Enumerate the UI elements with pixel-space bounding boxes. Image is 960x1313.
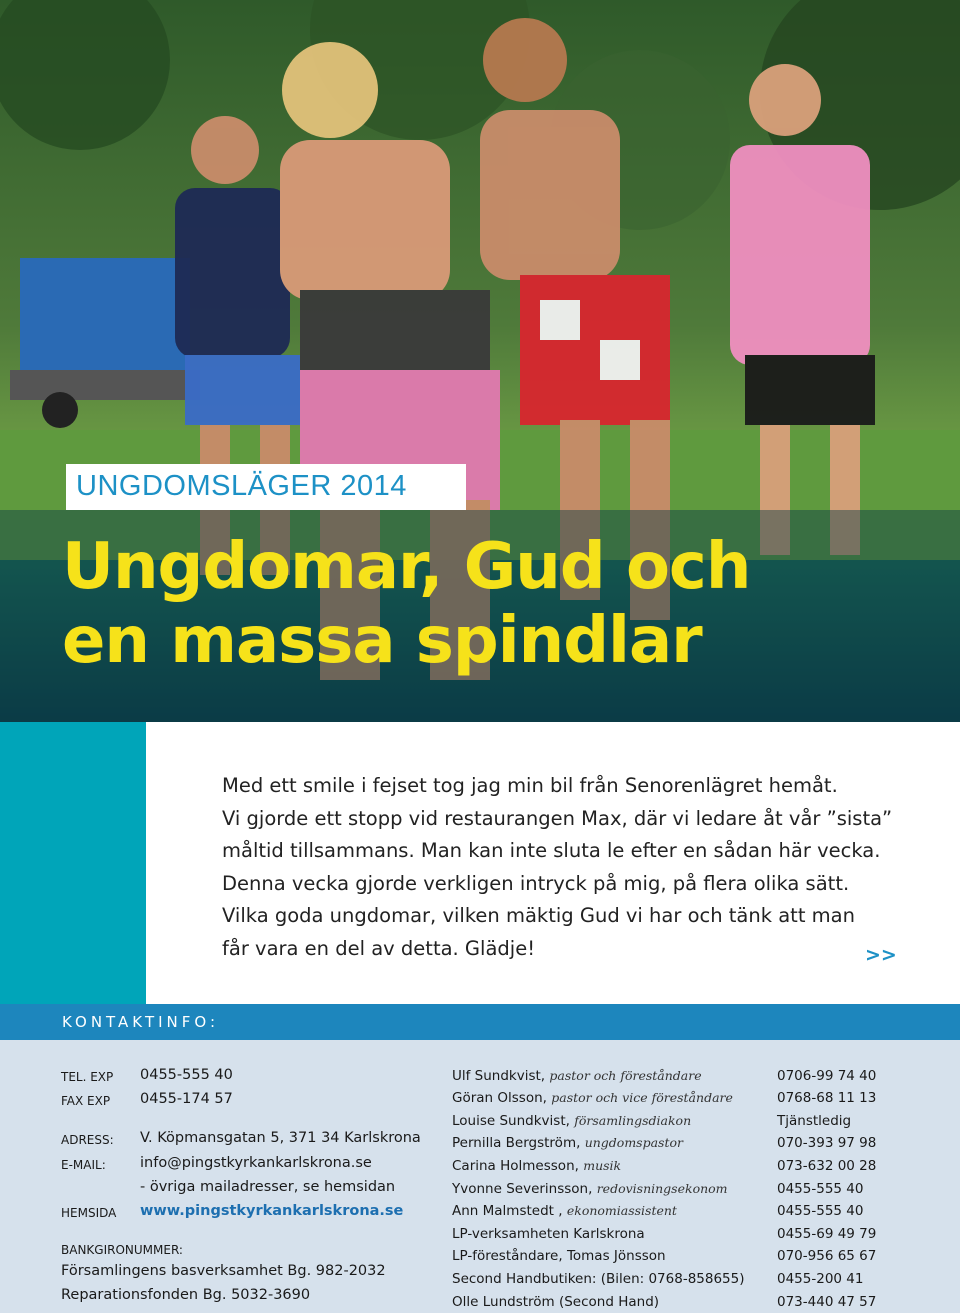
staff-row: Louise Sundkvist, församlingsdiakon xyxy=(452,1113,692,1129)
staff-row: Olle Lundström (Second Hand) xyxy=(452,1294,660,1310)
fax-value: 0455-174 57 xyxy=(140,1091,233,1107)
staff-row: LP-föreståndare, Tomas Jönsson xyxy=(452,1248,666,1264)
staff-row: Pernilla Bergström, ungdomspastor xyxy=(452,1135,683,1151)
staff-phone: 0455-69 49 79 xyxy=(777,1226,877,1242)
address-label: ADRESS: xyxy=(61,1133,114,1147)
web-label: HEMSIDA xyxy=(61,1206,117,1220)
intro-line: Med ett smile i fejset tog jag min bil från Senorenlägret hemåt. xyxy=(222,774,838,797)
continue-arrow-link[interactable]: >> xyxy=(865,944,897,966)
staff-phone: 0455-555 40 xyxy=(777,1203,864,1219)
staff-row: Yvonne Severinsson, redovisningsekonom xyxy=(452,1181,728,1197)
staff-phone: 070-956 65 67 xyxy=(777,1248,877,1264)
staff-phone: 0455-555 40 xyxy=(777,1181,864,1197)
staff-row: Göran Olsson, pastor och vice föreståndare xyxy=(452,1090,733,1106)
section-kicker xyxy=(66,464,466,510)
email-note: - övriga mailadresser, se hemsidan xyxy=(140,1179,396,1195)
staff-phone: 073-440 47 57 xyxy=(777,1294,877,1310)
bank-account-1: Församlingens basverksamhet Bg. 982-2032 xyxy=(61,1263,386,1279)
contact-heading-band xyxy=(0,1004,960,1040)
staff-row: LP-verksamheten Karlskrona xyxy=(452,1226,645,1242)
tel-value: 0455-555 40 xyxy=(140,1067,233,1083)
email-value[interactable]: info@pingstkyrkankarlskrona.se xyxy=(140,1155,372,1171)
staff-row: Second Handbutiken: (Bilen: 0768-858655) xyxy=(452,1271,745,1287)
teal-accent-bar xyxy=(0,722,146,1004)
intro-line: Vilka goda ungdomar, vilken mäktig Gud vi har och tänk att man xyxy=(222,904,855,927)
bank-label: BANKGIRONUMMER: xyxy=(61,1243,183,1257)
email-label: E-MAIL: xyxy=(61,1158,106,1172)
contact-info xyxy=(0,1040,960,1313)
website-link[interactable]: www.pingstkyrkankarlskrona.se xyxy=(140,1203,404,1219)
staff-row: Carina Holmesson, musik xyxy=(452,1158,622,1174)
staff-row: Ulf Sundkvist, pastor och föreståndare xyxy=(452,1068,702,1084)
headline-line-2: en massa spindlar xyxy=(62,604,702,678)
intro-line: Vi gjorde ett stopp vid restaurangen Max, där vi ledare åt vår ”sista” xyxy=(222,806,893,830)
fax-label: FAX EXP xyxy=(61,1094,111,1108)
headline-line-1: Ungdomar, Gud och xyxy=(62,530,751,604)
staff-row: Ann Malmstedt , ekonomiassistent xyxy=(452,1203,677,1219)
intro-text xyxy=(222,770,922,965)
section-kicker-text: UNGDOMSLÄGER 2014 xyxy=(76,470,407,502)
intro-line: Denna vecka gjorde verkligen intryck på mig, på flera olika sätt. xyxy=(222,871,850,895)
tel-label: TEL. EXP xyxy=(61,1070,114,1084)
intro-line: får vara en del av detta. Glädje! xyxy=(222,936,536,960)
staff-phone: 070-393 97 98 xyxy=(777,1135,877,1151)
staff-phone: 0768-68 11 13 xyxy=(777,1090,877,1106)
address-value: V. Köpmansgatan 5, 371 34 Karlskrona xyxy=(140,1130,421,1146)
staff-phone: 073-632 00 28 xyxy=(777,1158,877,1174)
intro-line: måltid tillsammans. Man kan inte sluta le efter en sådan här vecka. xyxy=(222,839,881,862)
contact-heading: KONTAKTINFO: xyxy=(62,1013,220,1031)
staff-phone: 0455-200 41 xyxy=(777,1271,864,1287)
staff-phone: Tjänstledig xyxy=(777,1113,852,1129)
staff-phone: 0706-99 74 40 xyxy=(777,1068,877,1084)
article-headline xyxy=(62,530,942,678)
bank-account-2: Reparationsfonden Bg. 5032-3690 xyxy=(61,1287,311,1303)
